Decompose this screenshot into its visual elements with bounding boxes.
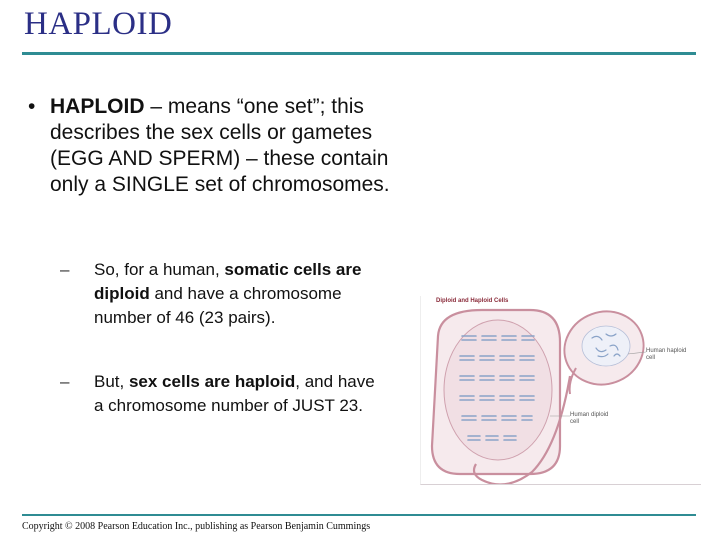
haploid-definition: – means “one set”; this describes the sex cells or gametes (EGG AND SPERM) – these contain only a SINGLE set of chromosomes. (50, 95, 390, 196)
haploid-cell-label: Human haploid cell (646, 348, 687, 361)
sub-bullet-post: , and have a chromosome number of JUST 23. (94, 372, 375, 415)
sub-bullet-text (94, 258, 380, 330)
sub-bullet-pre: But, (94, 372, 129, 391)
sub-bullet-post: and have a chromosome number of 46 (23 pairs). (94, 284, 342, 327)
sub-bullet-somatic (60, 258, 380, 330)
main-bullet (22, 94, 402, 198)
diploid-nucleus-icon (444, 320, 552, 460)
copyright-notice: Copyright © 2008 Pearson Education Inc., publishing as Pearson Benjamin Cummings (22, 521, 371, 532)
diploid-haploid-figure (420, 296, 700, 484)
sub-bullet-dash: – (60, 372, 70, 391)
diploid-cell-label: Human diploid cell (570, 412, 609, 425)
footer-divider (22, 514, 696, 516)
haploid-nucleus-icon (582, 326, 630, 366)
bullet-dot: • (28, 95, 36, 118)
slide-title: HAPLOID (24, 6, 173, 42)
sub-bullet-text (94, 370, 380, 418)
cells-illustration (420, 296, 700, 484)
sub-bullet-pre: So, for a human, (94, 260, 225, 279)
figure-title: Diploid and Haploid Cells (436, 298, 509, 304)
sub-bullet-bold: sex cells are haploid (128, 372, 296, 391)
sub-bullet-sex-cells (60, 370, 380, 418)
haploid-term: HAPLOID (50, 95, 145, 118)
main-bullet-text (50, 94, 402, 198)
sub-bullet-bold: somatic cells are diploid (94, 260, 362, 303)
title-divider (22, 52, 696, 55)
sub-bullet-dash: – (60, 260, 70, 279)
